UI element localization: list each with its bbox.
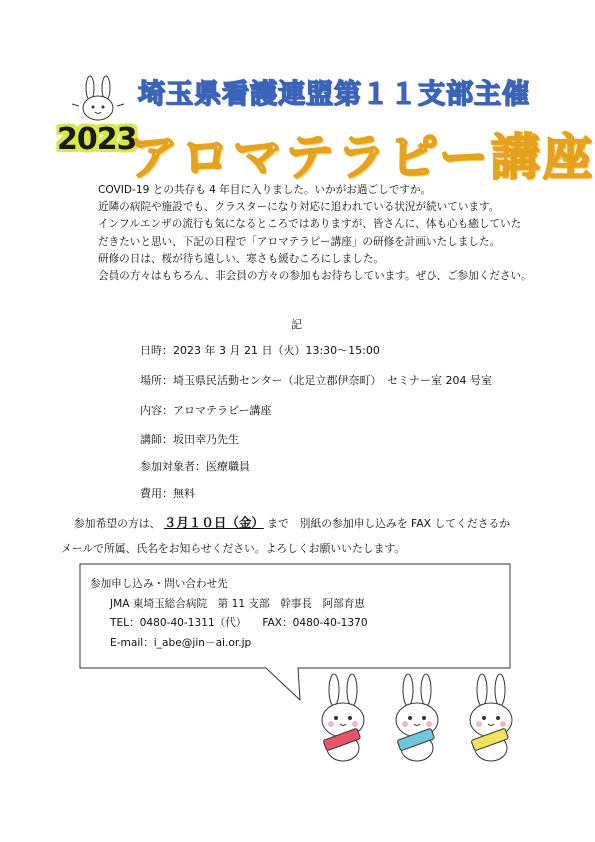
deadline: ３月１０日（金）	[163, 515, 264, 530]
apply-suffix: まで 別紙の参加申し込みを FAX してくださるか	[267, 517, 511, 530]
note-heading: 記	[291, 318, 302, 331]
detail-target: 参加対象者：医療職員	[140, 460, 250, 473]
intro-line: 会員の方々はもちろん、非会員の方々の参加もお待ちしています。ぜひ、ご参加ください。	[98, 270, 532, 283]
contact-phone: TEL：0480-40-1311（代） FAX：0480-40-1370	[110, 617, 368, 629]
detail-content: 内容：アロマテラピー講座	[140, 404, 272, 417]
year-badge: 2023	[57, 122, 137, 157]
apply-line-1	[74, 513, 510, 531]
contact-info	[90, 575, 368, 653]
contact-heading: 参加申し込み・問い合わせ先	[90, 578, 228, 590]
intro-line: 研修の日は、桜が待ち遠しい、寒さも緩むころにしました。	[98, 252, 385, 265]
detail-lecturer: 講師：坂田幸乃先生	[140, 433, 239, 446]
detail-fee: 費用：無料	[140, 487, 195, 500]
apply-line-2: メールで所属、氏名をお知らせください。よろしくお願いいたします。	[61, 542, 406, 555]
intro-line: だきたいと思い、下記の日程で「アロマテラピー講座」の研修を計画いたしました。	[98, 235, 501, 248]
apply-prefix: 参加希望の方は、	[74, 517, 161, 530]
detail-datetime: 日時：2023 年 3 月 21 日（火）13:30～15:00	[140, 344, 380, 357]
rabbit-icon	[72, 76, 124, 120]
intro-line: 近隣の病院や施設でも、クラスターになり対応に追われている状況が続いています。	[98, 201, 500, 214]
contact-org: JMA 東埼玉総合病院 第 11 支部 幹事長 阿部育恵	[110, 597, 365, 610]
contact-email[interactable]: E-mail：i_abe@jin－ai.or.jp	[110, 636, 252, 649]
detail-place: 場所：埼玉県民活動センター（北足立郡伊奈町） セミナー室 204 号室	[140, 374, 493, 387]
intro-line: インフルエンザの流行も気になるところではありますが、皆さんに、体も心も癒していた	[98, 218, 522, 231]
intro-line: COVID-19 との共存も 4 年目に入りました。いかがお過ごしですか。	[98, 184, 432, 196]
organizer-heading: 埼玉県看護連盟第１１支部主催	[138, 79, 530, 110]
rabbit-with-pencil-icon	[396, 674, 438, 761]
page-title: アロマテラピー講座	[129, 128, 595, 186]
intro-paragraph	[98, 182, 568, 285]
rabbit-with-pencil-icon	[470, 674, 512, 761]
rabbit-with-pencil-icon	[322, 674, 364, 761]
